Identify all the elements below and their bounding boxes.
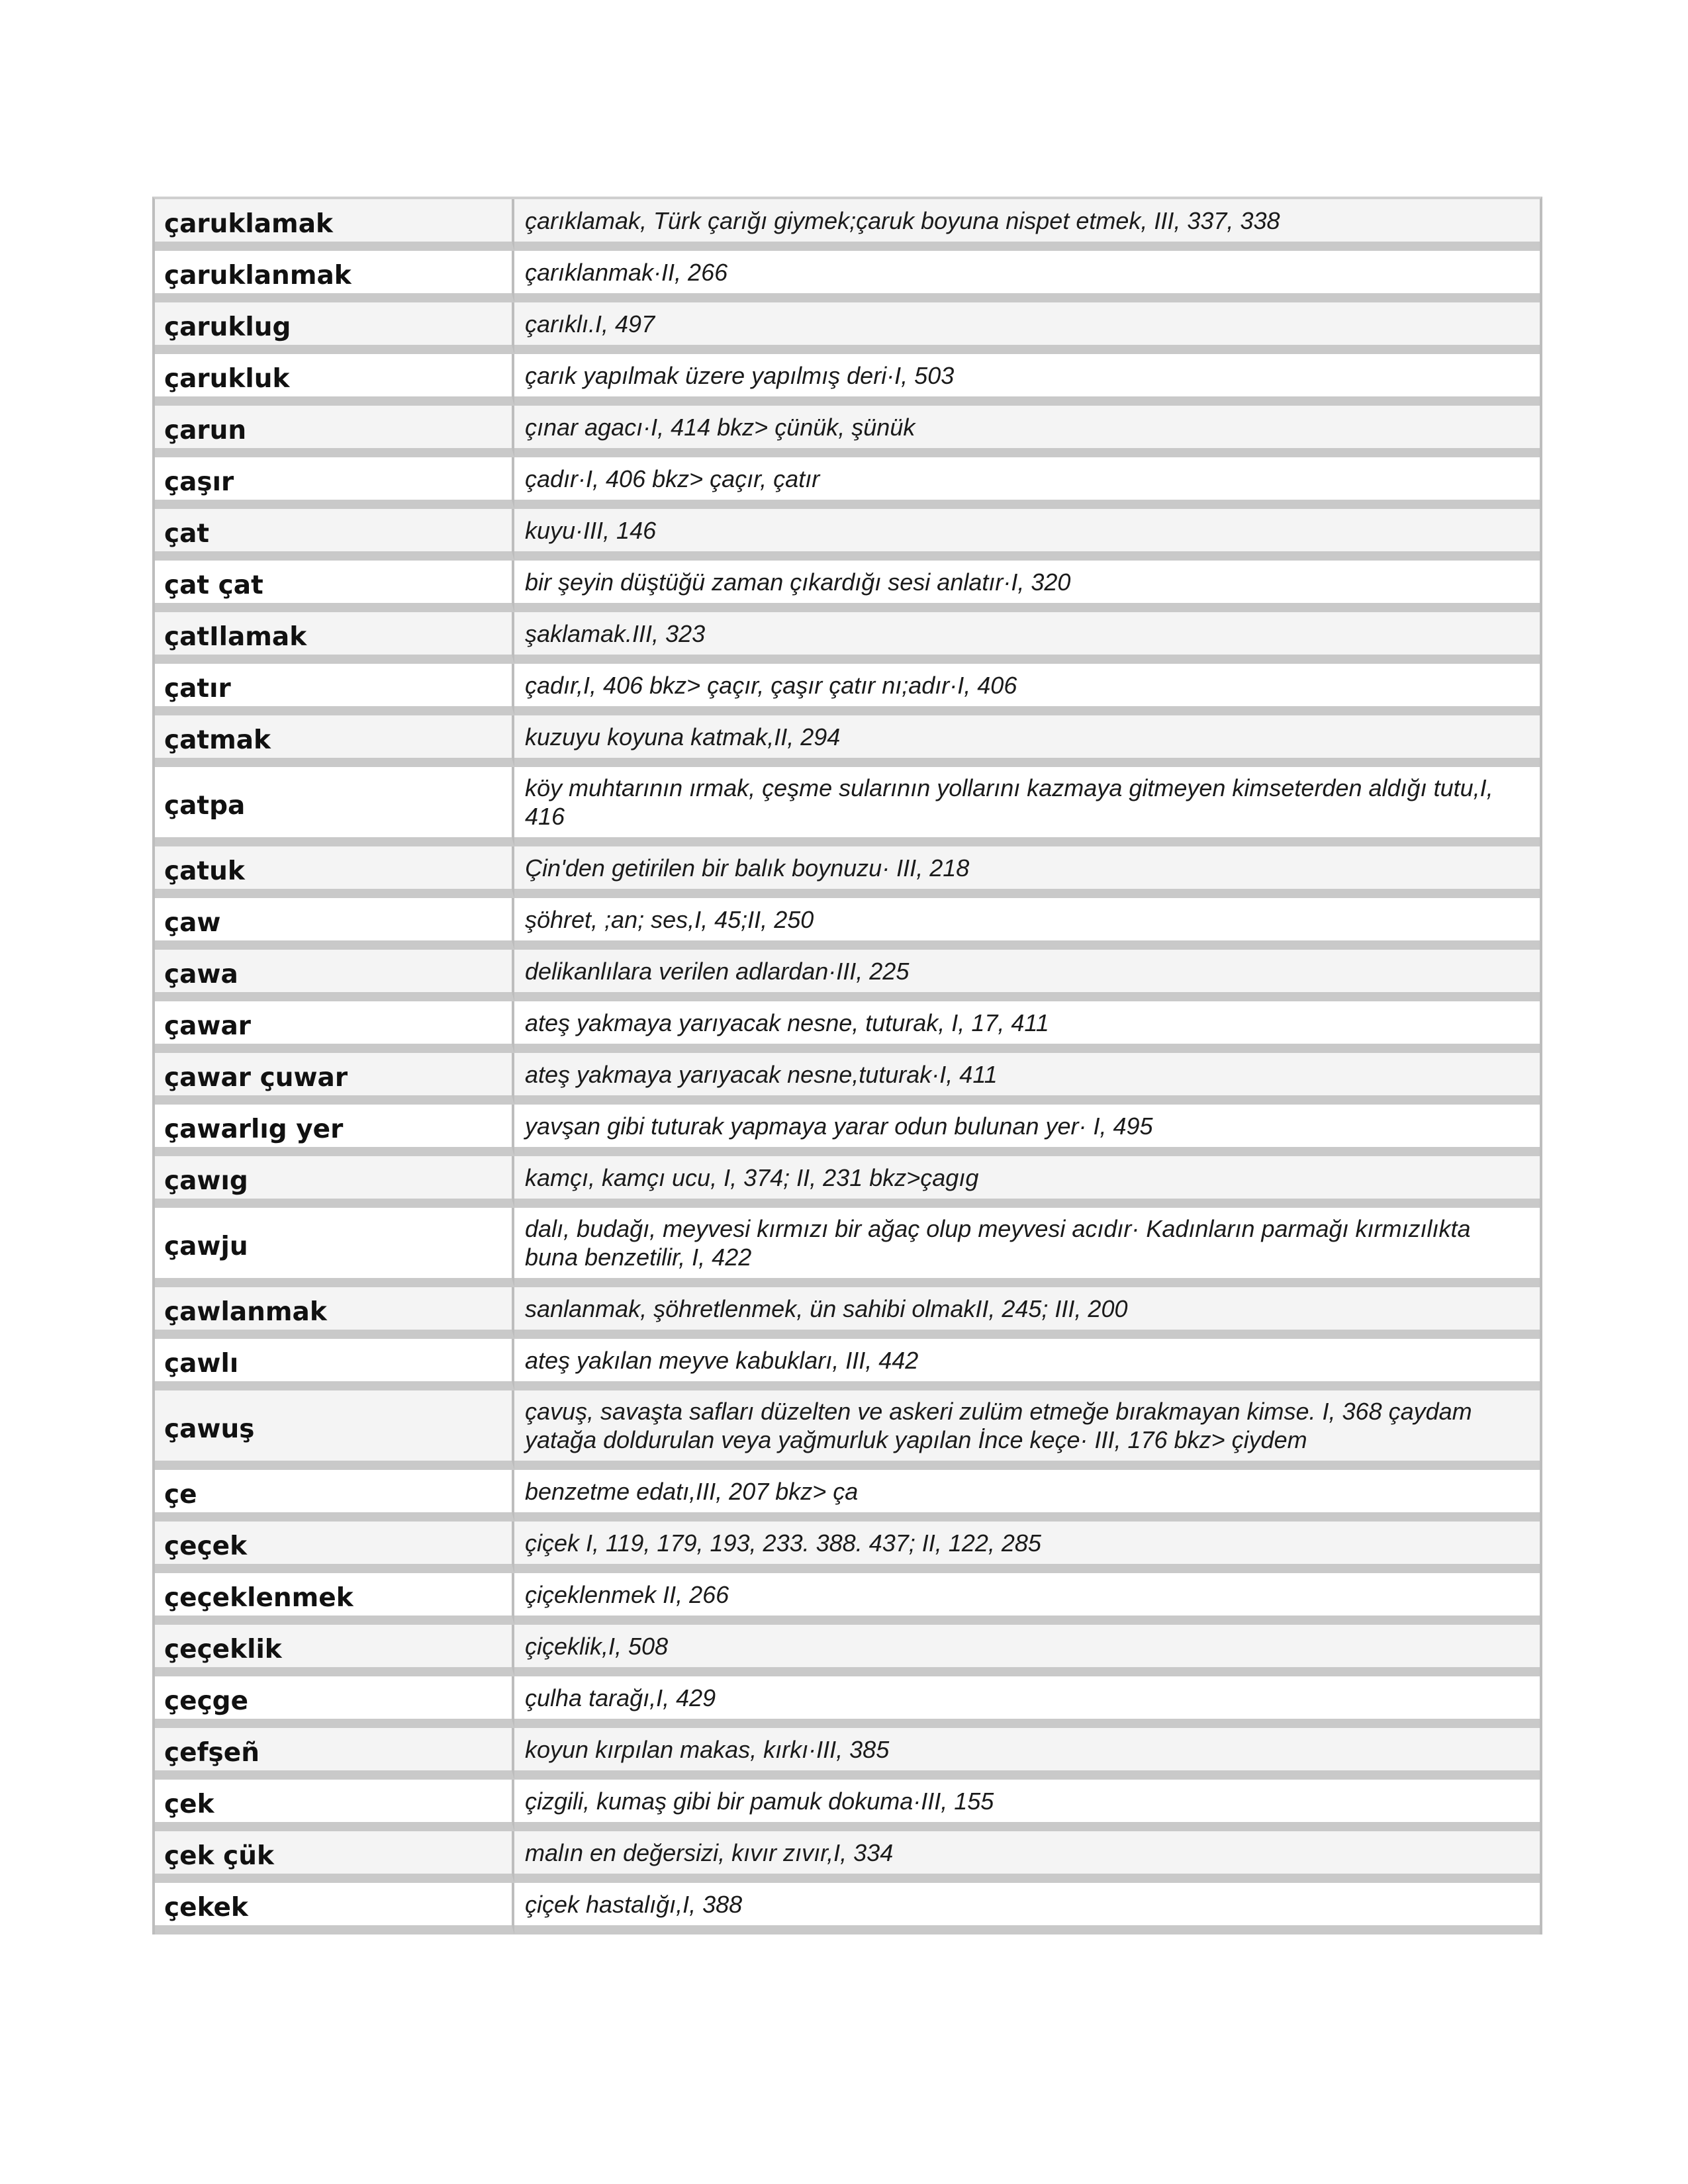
entry-term: çawar çuwar	[155, 1053, 514, 1105]
entry-definition: çiçeklenmek II, 266	[514, 1573, 1540, 1625]
entry-term: çaruklanmak	[155, 251, 514, 302]
entry-definition: çadır,I, 406 bkz> çaçır, çaşır çatır nı;adır·I, 406	[514, 664, 1540, 715]
table-row	[155, 251, 1540, 302]
table-row	[155, 1625, 1540, 1676]
entry-term: çeçge	[155, 1676, 514, 1728]
table-row	[155, 715, 1540, 767]
entry-definition: yavşan gibi tuturak yapmaya yarar odun bulunan yer· I, 495	[514, 1105, 1540, 1156]
table-row	[155, 406, 1540, 457]
entry-definition: kuyu·III, 146	[514, 509, 1540, 561]
table-row	[155, 1780, 1540, 1831]
table-row	[155, 1208, 1540, 1287]
entry-definition: şöhret, ;an; ses,I, 45;II, 250	[514, 898, 1540, 950]
entry-definition: Çin'den getirilen bir balık boynuzu· III, 218	[514, 846, 1540, 898]
table-row	[155, 1339, 1540, 1390]
entry-definition: dalı, budağı, meyvesi kırmızı bir ağaç olup meyvesi acıdır· Kadınların parmağı kırmızılıkta buna benzetilir, I, 422	[514, 1208, 1540, 1287]
table-row	[155, 950, 1540, 1001]
table-row	[155, 1156, 1540, 1208]
entry-definition: bir şeyin düştüğü zaman çıkardığı sesi anlatır·I, 320	[514, 561, 1540, 612]
table-row	[155, 1470, 1540, 1522]
table-row	[155, 457, 1540, 509]
table-row	[155, 1728, 1540, 1780]
entry-term: çatmak	[155, 715, 514, 767]
table-row	[155, 1053, 1540, 1105]
entry-definition: ateş yakılan meyve kabukları, III, 442	[514, 1339, 1540, 1390]
entry-definition: çiçek I, 119, 179, 193, 233. 388. 437; II, 122, 285	[514, 1522, 1540, 1573]
entry-term: çeçek	[155, 1522, 514, 1573]
entry-definition: çarıklamak, Türk çarığı giymek;çaruk boyuna nispet etmek, III, 337, 338	[514, 199, 1540, 251]
entry-term: çaşır	[155, 457, 514, 509]
table-row	[155, 612, 1540, 664]
entry-definition: malın en değersizi, kıvır zıvır,I, 334	[514, 1831, 1540, 1883]
entry-definition: sanlanmak, şöhretlenmek, ün sahibi olmakII, 245; III, 200	[514, 1287, 1540, 1339]
table-row	[155, 561, 1540, 612]
entry-definition: delikanlılara verilen adlardan·III, 225	[514, 950, 1540, 1001]
entry-term: çaruklug	[155, 302, 514, 354]
entry-term: çawlı	[155, 1339, 514, 1390]
entry-definition: çadır·I, 406 bkz> çaçır, çatır	[514, 457, 1540, 509]
entry-term: çek çük	[155, 1831, 514, 1883]
entry-definition: çarıklanmak·II, 266	[514, 251, 1540, 302]
entry-term: çat çat	[155, 561, 514, 612]
entry-term: çawar	[155, 1001, 514, 1053]
entry-definition: çınar agacı·I, 414 bkz> çünük, şünük	[514, 406, 1540, 457]
table-row	[155, 664, 1540, 715]
entry-definition: şaklamak.III, 323	[514, 612, 1540, 664]
entry-term: çawju	[155, 1208, 514, 1287]
entry-term: çawarlıg yer	[155, 1105, 514, 1156]
entry-term: çe	[155, 1470, 514, 1522]
entry-definition: çiçeklik,I, 508	[514, 1625, 1540, 1676]
table-row	[155, 1676, 1540, 1728]
table-row	[155, 199, 1540, 251]
entry-term: çat	[155, 509, 514, 561]
table-row	[155, 1287, 1540, 1339]
entry-term: çekek	[155, 1883, 514, 1934]
table-row	[155, 767, 1540, 846]
entry-term: çawuş	[155, 1390, 514, 1470]
entry-definition: ateş yakmaya yarıyacak nesne,tuturak·I, 411	[514, 1053, 1540, 1105]
table-row	[155, 1390, 1540, 1470]
entry-term: çatpa	[155, 767, 514, 846]
entry-definition: çiçek hastalığı,I, 388	[514, 1883, 1540, 1934]
table-row	[155, 1831, 1540, 1883]
table-row	[155, 898, 1540, 950]
entry-term: çeçeklik	[155, 1625, 514, 1676]
table-row	[155, 1522, 1540, 1573]
entry-definition: koyun kırpılan makas, kırkı·III, 385	[514, 1728, 1540, 1780]
entry-definition: ateş yakmaya yarıyacak nesne, tuturak, I, 17, 411	[514, 1001, 1540, 1053]
entry-term: çatır	[155, 664, 514, 715]
entry-term: çawa	[155, 950, 514, 1001]
entry-term: çarukluk	[155, 354, 514, 406]
table-row	[155, 846, 1540, 898]
entry-term: çarun	[155, 406, 514, 457]
entry-term: çek	[155, 1780, 514, 1831]
entry-term: çefşeñ	[155, 1728, 514, 1780]
entry-definition: kuzuyu koyuna katmak,II, 294	[514, 715, 1540, 767]
entry-term: çatIlamak	[155, 612, 514, 664]
entry-term: çaw	[155, 898, 514, 950]
table-row	[155, 1105, 1540, 1156]
entry-definition: çizgili, kumaş gibi bir pamuk dokuma·III, 155	[514, 1780, 1540, 1831]
entry-definition: kamçı, kamçı ucu, I, 374; II, 231 bkz>çagıg	[514, 1156, 1540, 1208]
table-row	[155, 302, 1540, 354]
entry-term: çaruklamak	[155, 199, 514, 251]
dictionary-table	[152, 197, 1542, 1934]
entry-definition: çarıklı.I, 497	[514, 302, 1540, 354]
entry-definition: çulha tarağı,I, 429	[514, 1676, 1540, 1728]
entry-definition: çavuş, savaşta safları düzelten ve askeri zulüm etmeğe bırakmayan kimse. I, 368 çaydam yatağa doldurulan veya yağmurluk yapılan İnce keçe· III, 176 bkz> çiydem	[514, 1390, 1540, 1470]
entry-term: çawlanmak	[155, 1287, 514, 1339]
entry-definition: benzetme edatı,III, 207 bkz> ça	[514, 1470, 1540, 1522]
table-row	[155, 1883, 1540, 1934]
table-row	[155, 354, 1540, 406]
table-row	[155, 509, 1540, 561]
entry-term: çeçeklenmek	[155, 1573, 514, 1625]
table-row	[155, 1573, 1540, 1625]
entry-definition: çarık yapılmak üzere yapılmış deri·I, 503	[514, 354, 1540, 406]
table-row	[155, 1001, 1540, 1053]
entry-definition: köy muhtarının ırmak, çeşme sularının yollarını kazmaya gitmeyen kimseterden aldığı tutu,I, 416	[514, 767, 1540, 846]
entry-term: çatuk	[155, 846, 514, 898]
entry-term: çawıg	[155, 1156, 514, 1208]
